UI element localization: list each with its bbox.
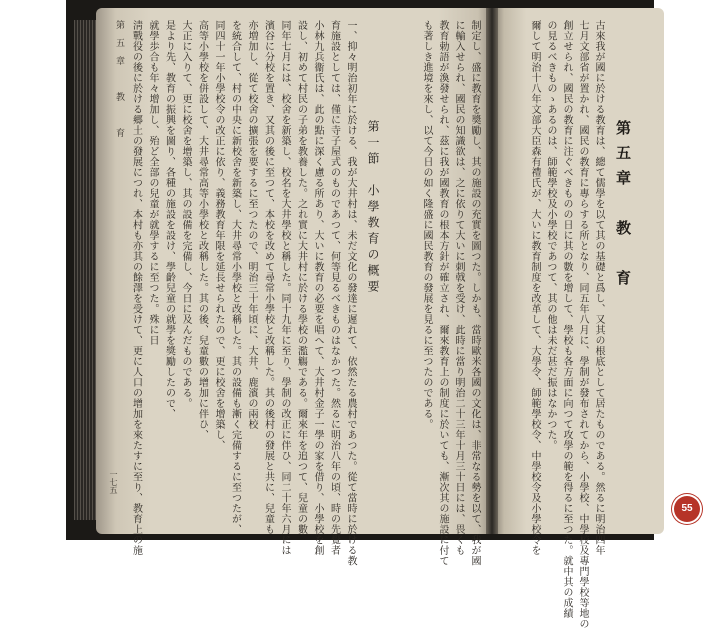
- slide-number-badge: 55: [674, 496, 700, 522]
- book-gutter: [486, 8, 498, 534]
- section-body-line: 濱谷に分校を置き、又其の後に至つて、本校を改めて尋常小學校と改稱した。其の後村の發展と共に、兒童も: [262, 20, 274, 535]
- chapter-intro-line: の見るべきものゝあるのは、師範學校及小學校であつて、其の他は未だ甚だ振はなかつた。: [545, 20, 556, 451]
- section-body-line: 設し、初めて村民の子弟を教養した。之れ實に大井村に於ける學校の濫觴である。爾來年を追つて、兒童の數: [295, 20, 307, 535]
- section-body-line: 小林九兵衞氏は、此の點に深く慮る所あり、大いに教育の必要を唱へて、大井村金子一學の家を借り、小學校を創: [312, 20, 323, 556]
- body-text-line: 制定し、盛に教育を奬勵し、其の施設の充實を圖つた。しかも、當時歐米各國の文化は、非常なる勢を以て、我が國: [469, 20, 480, 566]
- section-body-line: 一、抑々明治初年に於ける、我が大井村は、未だ文化の發達に遲れて、依然たる農村であつた。從て當時に於ける教: [345, 20, 356, 566]
- section-body-line: 就學歩合も年々增加し、殆ど全部の兒童が就學するに至つた。殊に日: [147, 20, 158, 346]
- section-body-line: 是より先、教育の振興を圖り、各種の施設を設け、學齡兒童の就學を獎勵したので、: [163, 20, 175, 419]
- chapter-intro-line: 創立せられ、國民の教育に注ぐべきものの日に其の數を增して、學校も各方面に向つて攻學の範を得るに至つた。就中其の成績: [561, 20, 572, 619]
- chapter-heading: 第五章 教 育: [614, 120, 632, 295]
- section-heading: 第一節 小學教育の概要: [366, 120, 380, 296]
- chapter-intro-line: 古來我が國に於ける教育は、總て儒學を以て其の基礎と爲し、又其の根底として居たものである。然るに明治四年: [593, 20, 604, 556]
- section-body-line: 亦増加し、從て校舍の擴張を要するに至つたので、明治三十年頃に、大井、鹿濱の兩校: [246, 20, 257, 430]
- chapter-intro-line: 爾して明治十八年文部大臣森有禮氏が、大いに教育制度を改革して、大學令、師範學校令、中學校令及小學校令を: [529, 20, 540, 556]
- book-page-edges: [74, 20, 96, 520]
- section-body-line: 同四十一年小學校令の改正に依り、義務教育年限を延長せられたので、更に校舍を增築し、: [213, 20, 224, 451]
- chapter-intro-line: 七月文部省が置かれ、國民の教育に專らする所となり、同五年八月に、學制が發布されてから、小學校、中學校及專門學校等地の: [577, 20, 588, 629]
- section-body-line: 同年七月には、校舍を新築し、校名を大井學校と稱した。同十九年に至り、學制の改正に伴ひ、同二十年六月には: [279, 20, 290, 556]
- body-text-line: に輸入せられ、國民の知識欲は、之に依りて大いに刺戟を受け、此時に當り明治二十三年十月三十日には、畏くも: [453, 20, 464, 556]
- section-body-line: 高等小學校を併設して、大井尋常高等小學校と改稱した。其の後、兒童數の增加に伴ひ、: [196, 20, 208, 440]
- body-text-line: 教育勅語が渙發せられ、茲に我が國教育の根本方針が確立され、爾來教育上の制度に於いても、漸次其の施設に付て: [437, 20, 448, 566]
- section-body-line: 大正に入りて、更に校舍を增築し、其の設備を完備し、今日に及んだものである。: [180, 20, 191, 409]
- section-body-line: を統合して、村の中央に新校舍を新築し、大井尋常小學校と改稱した。其の設備も漸く完備するに至つたが、: [229, 20, 241, 535]
- section-body-line: 淸戰役の後に於ける郷土の發展につれ、本村も亦其の餘澤を受けて、更に人口の增加を來たすに至り、教育上の施: [130, 20, 142, 556]
- running-head: 第五章 教 育: [114, 20, 124, 146]
- body-text-line: も著しき進境を來し、以て今日の如く隆盛に國民教育の發展を見るに至つたのである。: [421, 20, 432, 430]
- page-number: 一七五: [109, 470, 118, 494]
- section-body-line: 育施設としては、僅に寺子屋式のものであつて、何等見るべきものはなかつた。然るに明治八年の頃、時の先覺者: [328, 20, 340, 556]
- book-scan: [66, 0, 654, 629]
